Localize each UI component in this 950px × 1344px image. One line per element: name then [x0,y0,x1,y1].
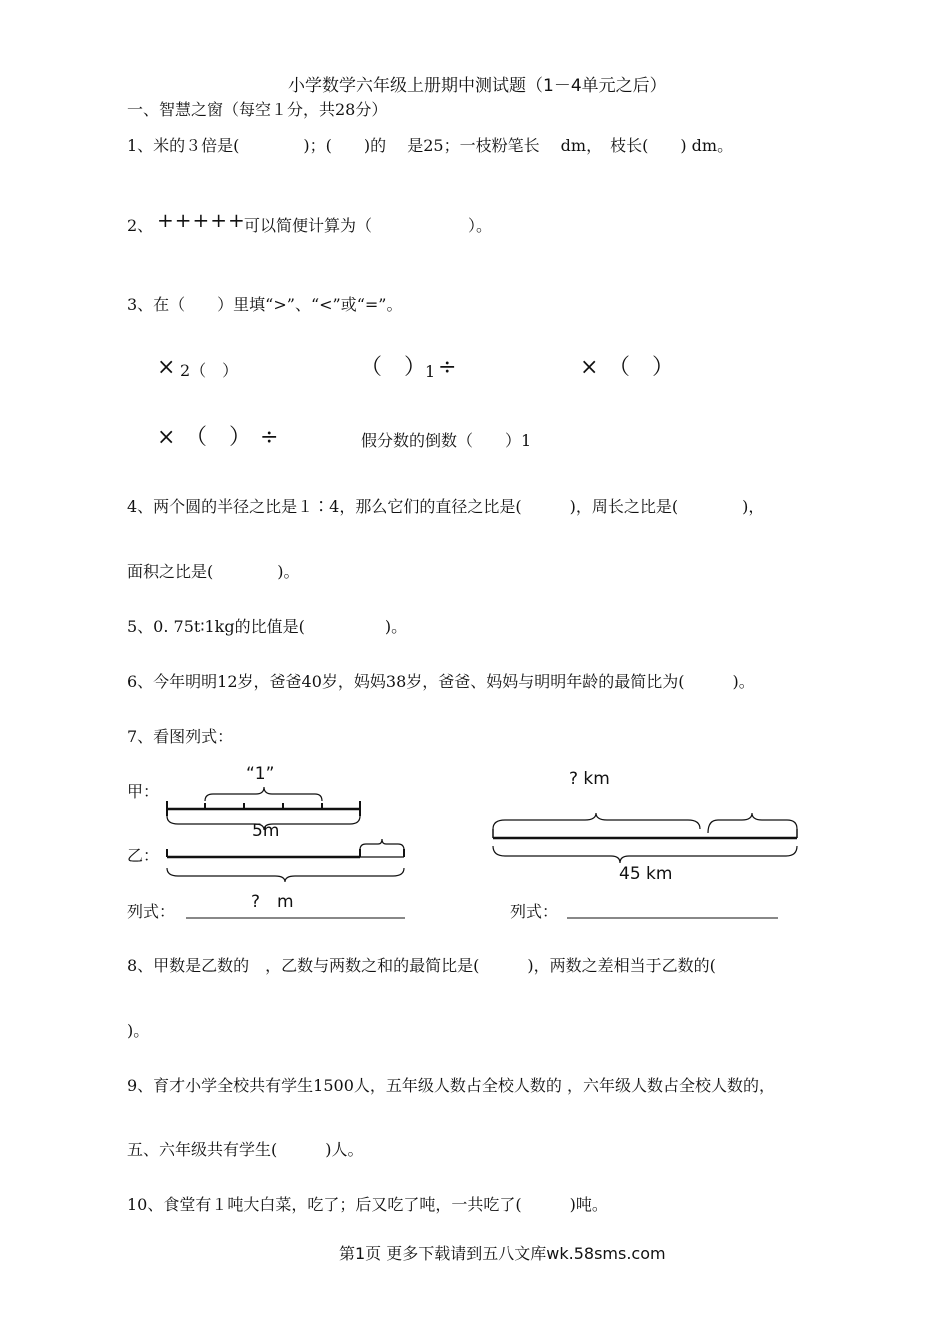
page-title: 小学数学六年级上册期中测试题（1－4单元之后） [288,76,667,96]
label-one: “1” [246,764,275,784]
question-3-intro: 3、在（ ）里填“>”、“<”或“=”。 [127,295,403,314]
bar-right [493,813,797,863]
question-9-line-1: 9、育才小学全校共有学生1500人，五年级人数占全校人数的 ，六年级人数占全校人数的， [127,1076,775,1095]
formula-left-label: 列式： [127,902,176,921]
times-sign: × [157,425,176,450]
compare-blank-e: 假分数的倒数（ ）1 [361,431,532,450]
label-jia: 甲： [127,782,160,801]
question-2-number: 2、 [127,216,154,235]
question-7-intro: 7、看图列式： [127,727,234,746]
question-1: 1、米的３倍是( )；( )的 是25；一枝粉笔长 dm， 枝长( ) dm。 [127,136,734,155]
bar-yi [167,839,404,882]
question-2-text: 可以简便计算为（ ）。 [244,216,493,235]
times-sign: × [157,355,176,380]
label-yi: 乙： [127,846,160,865]
question-4-line-1: 4、两个圆的半径之比是１∶4，那么它们的直径之比是( )，周长之比是( )， [127,497,765,516]
times-sign: × [580,355,599,380]
compare-blank-a: 2（ ） [180,361,239,380]
question-6: 6、今年明明12岁，爸爸40岁，妈妈38岁，爸爸、妈妈与明明年龄的最简比为( )。 [127,672,755,691]
question-10: 10、食堂有１吨大白菜，吃了；后又吃了吨，一共吃了( )吨。 [127,1195,608,1214]
question-9-line-2: 五、六年级共有学生( )人。 [127,1140,364,1159]
question-5: 5、0. 75t∶1kg的比值是( )。 [127,617,408,636]
compare-blank-b: （ ） [360,355,427,380]
label-question-km: ? km [569,769,610,789]
compare-b-one: 1 [425,362,436,381]
question-8-line-1: 8、甲数是乙数的 ，乙数与两数之和的最简比是( )，两数之差相当于乙数的( [127,956,716,975]
label-45km: 45 km [619,864,673,884]
question-4-line-2: 面积之比是( )。 [127,562,300,581]
compare-blank-c: （ ） [608,355,675,380]
page-footer: 第1页 更多下载请到五八文库wk.58sms.com [339,1244,666,1263]
divide-sign: ÷ [438,355,457,380]
compare-blank-d: （ ） [185,425,252,450]
label-5m: 5m [252,821,280,841]
divide-sign: ÷ [260,425,279,450]
label-question-m: ? m [251,892,294,912]
section-heading: 一、智慧之窗（每空１分，共28分） [127,100,388,119]
question-2-plus-signs: +++++ [157,208,246,232]
question-8-line-2: )。 [127,1021,150,1040]
formula-right-label: 列式： [510,902,559,921]
